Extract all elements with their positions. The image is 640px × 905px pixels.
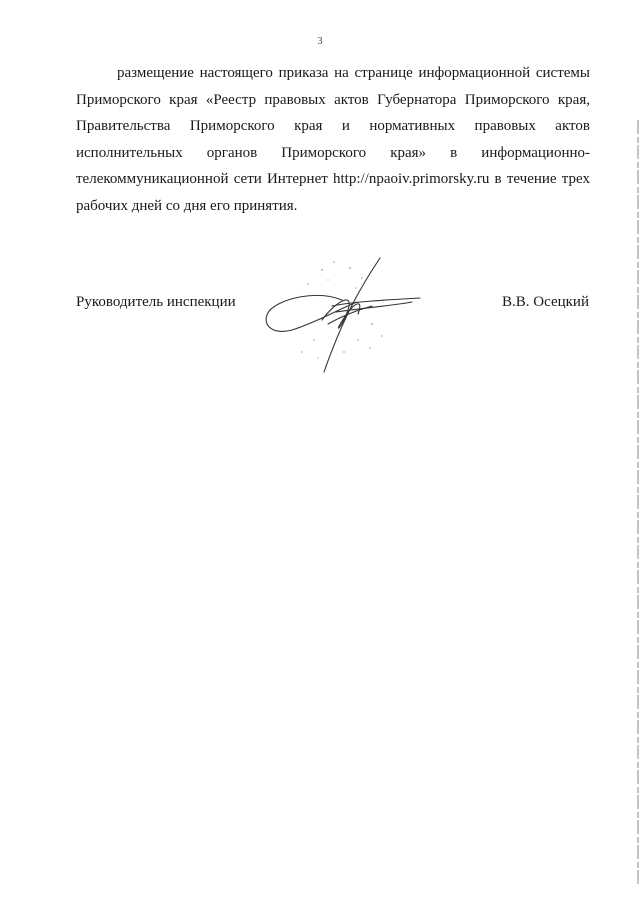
paragraph-line: исполнительных органов Приморского края» в информационно- [76, 144, 590, 161]
paragraph-line: размещение настоящего приказа на странице информационной системы [117, 65, 590, 81]
page-number: 3 [317, 36, 323, 47]
signatory-name: В.В. Осецкий [502, 294, 589, 310]
order-paragraph [76, 60, 590, 219]
paragraph-text [76, 60, 590, 219]
scan-edge-artifact [635, 0, 640, 905]
paragraph-line: телекоммуникационной сети Интернет http://npaoiv.primorsky.ru в течение трех [76, 171, 590, 187]
paragraph-line: Приморского края «Реестр правовых актов Губернатора Приморского края, [76, 91, 590, 108]
paragraph-line: рабочих дней со дня его принятия. [76, 197, 298, 214]
handwritten-signature-icon [262, 240, 424, 380]
signatory-title: Руководитель инспекции [76, 294, 236, 310]
paragraph-line: Правительства Приморского края и нормативных правовых актов [76, 118, 590, 134]
